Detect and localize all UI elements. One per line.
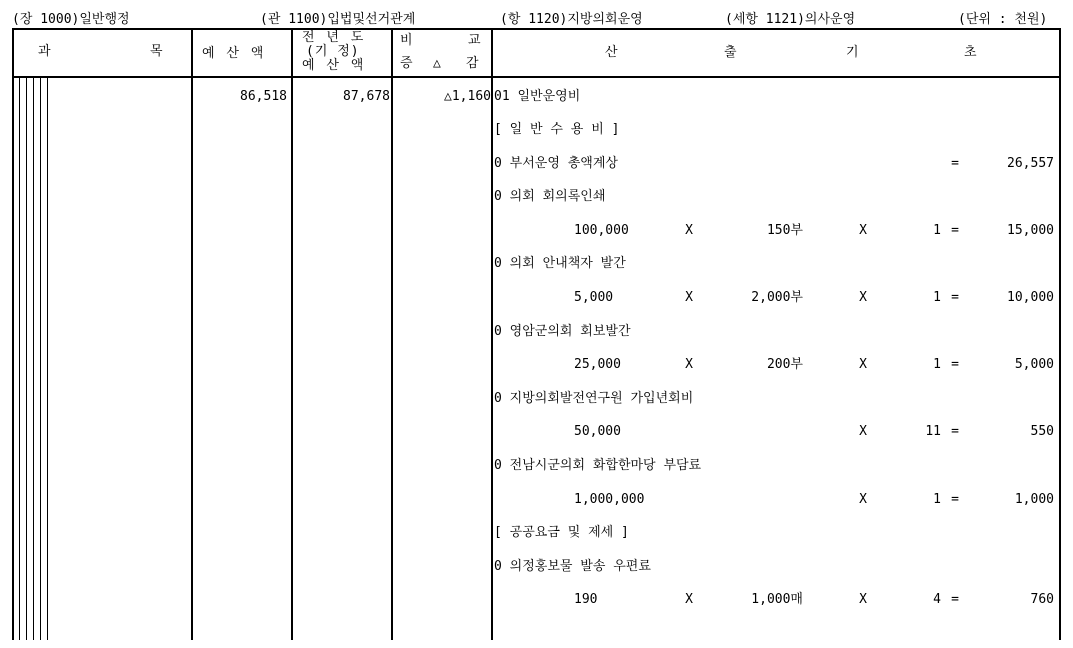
row-count: 1 — [933, 223, 941, 238]
col-compare-4: △ — [433, 56, 441, 71]
indent-line-3 — [33, 78, 34, 640]
row-total: 550 — [1030, 424, 1054, 439]
row-multiply-2: X — [859, 357, 867, 372]
row-multiply-1: X — [685, 290, 693, 305]
row-multiply-2: X — [859, 290, 867, 305]
row-label: [ 공공요금 및 제세 ] — [494, 525, 629, 540]
row-label: 0 지방의회발전연구원 가입년회비 — [494, 391, 694, 406]
row-multiply-1: X — [685, 357, 693, 372]
row-equals: = — [951, 492, 959, 507]
row-total: 15,000 — [1007, 223, 1054, 238]
row-count: 4 — [933, 592, 941, 607]
header-bottom-border — [12, 76, 1061, 78]
row-quantity: 200부 — [766, 357, 803, 372]
table-right-border — [1059, 28, 1061, 640]
col-basis-4: 초 — [964, 45, 977, 60]
row-unit-price: 1,000,000 — [574, 492, 645, 507]
row-multiply-2: X — [859, 592, 867, 607]
row-label: 0 의회 안내책자 발간 — [494, 256, 626, 271]
row-count: 1 — [933, 492, 941, 507]
col-gwamok-1: 과 — [38, 44, 51, 59]
table-top-border — [12, 28, 1061, 30]
col-divider-basis — [491, 28, 493, 640]
row-unit-price: 100,000 — [574, 223, 629, 238]
row-equals: = — [951, 592, 959, 607]
summary-budget: 86,518 — [240, 89, 287, 104]
row-multiply-1: X — [685, 223, 693, 238]
col-prev-2: (기 정) — [306, 44, 360, 59]
row-count: 11 — [925, 424, 941, 439]
indent-line-5 — [47, 78, 48, 640]
indent-line-2 — [26, 78, 27, 640]
hang-label: (항 1120)지방의회운영 — [500, 12, 643, 27]
col-divider-compare — [391, 28, 393, 640]
row-total: 5,000 — [1014, 357, 1054, 372]
col-divider-budget — [191, 28, 193, 640]
sehang-label: (세항 1121)의사운영 — [725, 12, 856, 27]
row-label: [ 일 반 수 용 비 ] — [494, 122, 620, 137]
row-unit-price: 25,000 — [574, 357, 621, 372]
row-label: 0 영암군의회 회보발간 — [494, 324, 631, 339]
indent-line-1 — [19, 78, 20, 640]
row-unit-price: 5,000 — [574, 290, 614, 305]
row-equals: = — [951, 290, 959, 305]
col-gwamok-2: 목 — [150, 44, 163, 59]
jang-label: (장 1000)일반행정 — [12, 12, 130, 27]
summary-diff: △1,160 — [444, 89, 491, 104]
row-multiply-2: X — [859, 424, 867, 439]
row-label: 0 의정홍보물 발송 우편료 — [494, 559, 651, 574]
row-total: 1,000 — [1014, 492, 1054, 507]
row-equals: = — [951, 424, 959, 439]
row-unit-price: 50,000 — [574, 424, 621, 439]
col-divider-prev — [291, 28, 293, 640]
col-basis-2: 출 — [724, 45, 737, 60]
unit-label: (단위 : 천원) — [958, 12, 1048, 27]
row-unit-price: 190 — [574, 592, 598, 607]
row-total: 10,000 — [1007, 290, 1054, 305]
table-left-border — [12, 28, 14, 640]
row-quantity: 150부 — [766, 223, 803, 238]
col-prev-1: 전 년 도 — [302, 30, 366, 45]
col-basis-3: 기 — [846, 45, 859, 60]
row-quantity: 1,000매 — [751, 592, 803, 607]
row-multiply-2: X — [859, 223, 867, 238]
row-total: 26,557 — [1007, 156, 1054, 171]
row-equals: = — [951, 156, 959, 171]
col-compare-1: 비 — [400, 33, 413, 48]
row-count: 1 — [933, 290, 941, 305]
summary-title: 01 일반운영비 — [494, 89, 581, 104]
row-quantity: 2,000부 — [751, 290, 803, 305]
row-multiply-1: X — [685, 592, 693, 607]
row-label: 0 부서운영 총액계상 — [494, 156, 618, 171]
row-total: 760 — [1030, 592, 1054, 607]
row-label: 0 전남시군의회 화합한마당 부담료 — [494, 458, 702, 473]
col-prev-3: 예 산 액 — [302, 58, 366, 73]
row-multiply-2: X — [859, 492, 867, 507]
col-compare-3: 증 — [400, 56, 413, 71]
row-label: 0 의회 회의록인쇄 — [494, 189, 606, 204]
indent-line-4 — [40, 78, 41, 640]
col-budget: 예 산 액 — [202, 46, 266, 61]
summary-prev: 87,678 — [343, 89, 390, 104]
row-equals: = — [951, 223, 959, 238]
gwan-label: (관 1100)입법및선거관계 — [260, 12, 416, 27]
col-basis-1: 산 — [605, 45, 618, 60]
row-count: 1 — [933, 357, 941, 372]
col-compare-5: 감 — [466, 56, 479, 71]
col-compare-2: 교 — [468, 33, 481, 48]
row-equals: = — [951, 357, 959, 372]
